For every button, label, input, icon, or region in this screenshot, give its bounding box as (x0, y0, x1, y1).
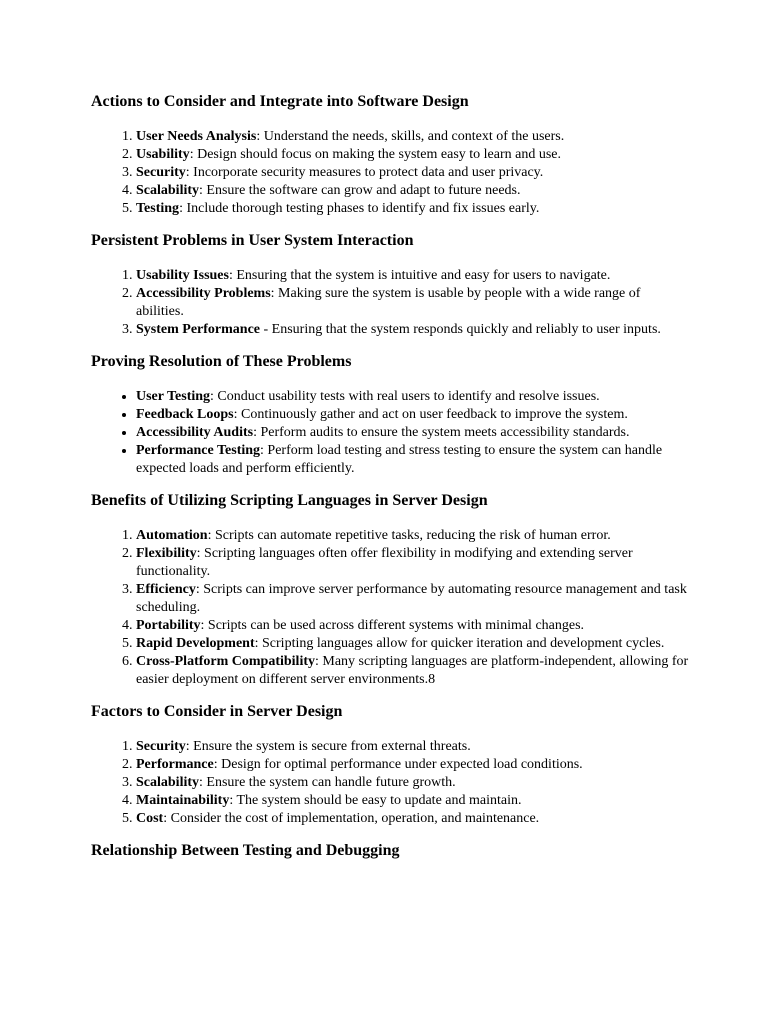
document-page (91, 90, 691, 877)
list-item (136, 128, 691, 146)
list-item (136, 810, 691, 828)
bulleted-list (91, 388, 691, 478)
section-scripting-benefits (91, 489, 691, 689)
list-item-term: Usability (136, 147, 190, 162)
list-item-term: Scalability (136, 775, 200, 790)
list-item-term: Accessibility Audits (136, 425, 254, 440)
list-item-text: : Perform audits to ensure the system meets accessibility standards. (253, 425, 630, 440)
list-item-term: Maintainability (136, 793, 230, 808)
list-item-text: : Perform load testing and stress testing to ensure the system can handle expected loads and perform efficiently. (136, 443, 663, 476)
list-item-text: : Making sure the system is usable by people with a wide range of abilities. (136, 286, 641, 319)
section-heading: Actions to Consider and Integrate into Software Design (91, 93, 469, 110)
list-item (136, 321, 691, 339)
list-item-term: Efficiency (136, 582, 196, 597)
list-item-text: : Many scripting languages are platform-independent, allowing for easier deployment on different server environments.8 (136, 654, 689, 687)
list-item (136, 388, 691, 406)
numbered-list (91, 527, 691, 689)
list-item (136, 424, 691, 442)
numbered-list (91, 128, 691, 218)
list-item (136, 774, 691, 792)
list-item-text: - Ensuring that the system responds quickly and reliably to user inputs. (260, 322, 661, 337)
list-item-text: : Scripting languages often offer flexibility in modifying and extending server functionality. (136, 546, 633, 579)
section-software-design-actions (91, 90, 691, 218)
list-item-term: Feedback Loops (136, 407, 234, 422)
list-item-text: : Scripts can improve server performance by automating resource management and task scheduling. (136, 582, 687, 615)
list-item-text: : Conduct usability tests with real users to identify and resolve issues. (210, 389, 600, 404)
section-heading: Benefits of Utilizing Scripting Languages in Server Design (91, 492, 488, 509)
list-item-term: Security (136, 739, 186, 754)
list-item-term: Scalability (136, 183, 200, 198)
list-item-term: User Needs Analysis (136, 129, 257, 144)
section-server-design-factors (91, 700, 691, 828)
list-item-text: : Scripts can automate repetitive tasks, reducing the risk of human error. (207, 528, 611, 543)
list-item-term: Portability (136, 618, 201, 633)
list-item-term: Cross-Platform Compatibility (136, 654, 315, 669)
list-item (136, 581, 691, 617)
section-persistent-problems (91, 229, 691, 339)
list-item-term: Testing (136, 201, 180, 216)
list-item (136, 285, 691, 321)
section-proving-resolution (91, 350, 691, 478)
list-item (136, 182, 691, 200)
list-item-text: : Ensure the software can grow and adapt to future needs. (199, 183, 521, 198)
numbered-list (91, 267, 691, 339)
list-item-text: : Consider the cost of implementation, operation, and maintenance. (163, 811, 540, 826)
list-item-text: : Scripts can be used across different systems with minimal changes. (200, 618, 585, 633)
list-item-term: Security (136, 165, 186, 180)
list-item-text: : Design for optimal performance under expected load conditions. (213, 757, 583, 772)
list-item-text: : Ensure the system is secure from external threats. (185, 739, 471, 754)
list-item (136, 635, 691, 653)
list-item (136, 442, 691, 478)
list-item-term: Performance Testing (136, 443, 261, 458)
list-item-text: : Include thorough testing phases to identify and fix issues early. (179, 201, 540, 216)
section-heading: Proving Resolution of These Problems (91, 353, 352, 370)
list-item (136, 653, 691, 689)
section-testing-debugging (91, 839, 691, 863)
list-item (136, 164, 691, 182)
list-item (136, 792, 691, 810)
section-heading: Persistent Problems in User System Interaction (91, 232, 414, 249)
section-heading: Factors to Consider in Server Design (91, 703, 343, 720)
section-heading: Relationship Between Testing and Debugging (91, 842, 400, 859)
list-item-text: : Continuously gather and act on user feedback to improve the system. (233, 407, 628, 422)
list-item-text: : Ensuring that the system is intuitive and easy for users to navigate. (228, 268, 611, 283)
list-item (136, 617, 691, 635)
list-item-term: User Testing (136, 389, 211, 404)
list-item (136, 406, 691, 424)
list-item-text: : Scripting languages allow for quicker iteration and development cycles. (254, 636, 665, 651)
list-item-term: Usability Issues (136, 268, 229, 283)
list-item-term: System Performance (136, 322, 261, 337)
list-item-text: : Design should focus on making the system easy to learn and use. (189, 147, 562, 162)
list-item (136, 756, 691, 774)
list-item-term: Rapid Development (136, 636, 255, 651)
list-item-term: Cost (136, 811, 164, 826)
list-item-text: : Ensure the system can handle future growth. (199, 775, 456, 790)
list-item (136, 545, 691, 581)
list-item (136, 738, 691, 756)
list-item-term: Accessibility Problems (136, 286, 271, 301)
list-item (136, 200, 691, 218)
list-item (136, 146, 691, 164)
list-item (136, 527, 691, 545)
numbered-list (91, 738, 691, 828)
list-item-term: Flexibility (136, 546, 197, 561)
list-item-text: : The system should be easy to update and maintain. (229, 793, 522, 808)
list-item-term: Performance (136, 757, 214, 772)
list-item (136, 267, 691, 285)
list-item-term: Automation (136, 528, 208, 543)
list-item-text: : Incorporate security measures to protect data and user privacy. (185, 165, 544, 180)
list-item-text: : Understand the needs, skills, and context of the users. (256, 129, 565, 144)
